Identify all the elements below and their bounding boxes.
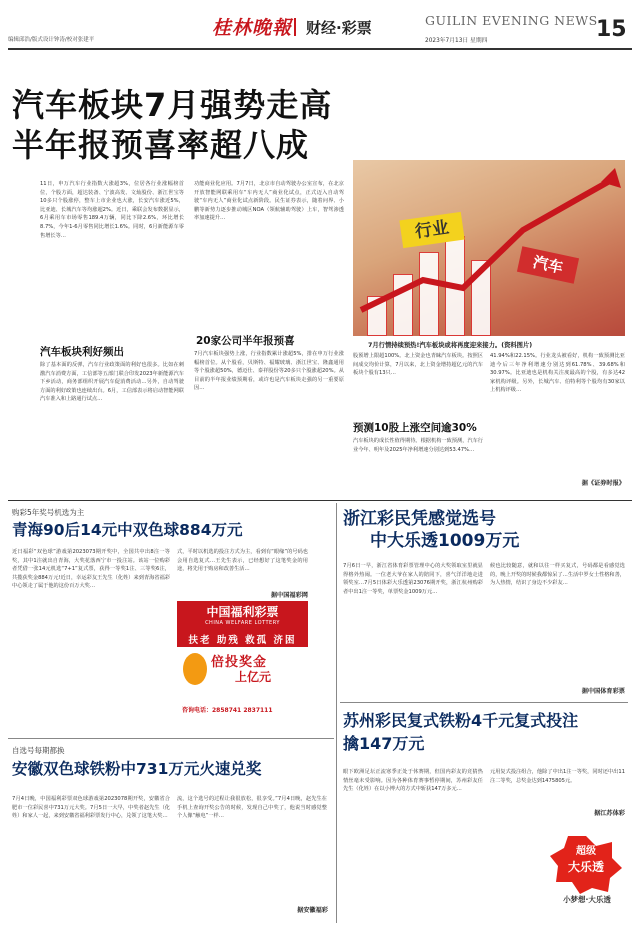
story1-col1: 近日福彩“双色球”游戏第2023073期开奖中，全国共中出8注一等奖，其中1注就出自青海，大奖花落西宁市一投注站。该站一位购彩者凭借一张14元机选“7+1”复式票，获得一等奖1注、三等奖6注，共揽获奖金884万元!近日，幸运彩友王先生（化姓）来到青海省福彩中心领走了属于他的这份百万大奖… [12, 549, 170, 590]
article-col4: 41.94%和22.15%。行业龙头被看好，机构一致预测比亚迪今后三年净利增速分别达到61.78%、39.68%和30.97%。比亚迪也是机构关注度最高的个股，有多达42家机构评级。另外，长城汽车、伯特利等个股均有30家以上机构评级… [490, 353, 625, 394]
story4-headline-line1: 苏州彩民复式铁粉4千元复式投注 [343, 711, 579, 730]
welfare-lottery-ad [177, 601, 308, 721]
super-lotto-badge [548, 834, 624, 904]
ad-promo-line1: 倍投奖金 [211, 655, 268, 670]
story4-col1: 眼下欧洲足坛正流寒季正处于休赛期，但国内彩友的竞猜热情丝毫未受影响。因为各种体育赛事暂停期间，苏州彩友任先生（化姓）在以小博大的方式中斩获147万多元… [343, 769, 483, 793]
newspaper-logo: 桂林晚報 [212, 17, 293, 39]
photo-sign-industry: 行业 [399, 212, 464, 248]
page-number: 15 [596, 17, 627, 42]
photo-caption: 7月行情持续预热!汽车板块或将再度迎来接力。(资料图片) [368, 342, 533, 349]
article-col2: 功能商业化应用。7月7日，北京市自动驾驶办公室宣布，在北京开放智能网联乘用车“车内无人”商业化试点，正式迈入自动驾驶“车内无人”商业化试点新阶段。民生证券表示，随着问界、小鹏等新势力逐步推动城区NOA（领航辅助驾驶）上车，智驾渗透率加速提升… [194, 181, 344, 222]
story2-headline: 安徽双色球铁粉中731万元火速兑奖 [12, 760, 262, 778]
issue-date: 2023年7月13日 星期四 [425, 38, 488, 44]
column-divider [336, 503, 337, 923]
story-divider [340, 702, 628, 703]
subhead-20-companies: 20家公司半年报预喜 [196, 335, 295, 347]
headline-line2: 半年报预喜率超八成 [12, 126, 310, 164]
badge-tagline: 小梦想·大乐透 [563, 895, 611, 904]
story4-byline: 据江苏体彩 [594, 810, 625, 817]
story3-col1: 7月6日一早，浙江省体育彩票管理中心的大奖领取室里就显得格外热闹。一位老大爷在家人的陪同下，喜气洋洋地走进领奖室…7月5日体彩大乐透第23076期开奖，浙江杭州购彩者中出1注一等奖，单票奖金1009万元… [343, 563, 483, 595]
story3-headline-line1: 浙江彩民凭感觉选号 [343, 509, 496, 529]
story4-headline-line2: 擒147万元 [343, 734, 425, 753]
story2-kicker: 自选号每期都换 [12, 746, 65, 755]
car-industry-photo [353, 160, 625, 336]
ad-subtitle: CHINA WELFARE LOTTERY [205, 620, 280, 626]
badge-line1: 超级 [576, 846, 596, 857]
story2-byline: 据安徽福彩 [297, 907, 328, 914]
story2-col1: 7月4日晚，中国福利彩票双色球游戏第2023078期开奖，安徽省合肥市一位彩民喜中731万元大奖。7月5日一大早，中奖者赵先生（化姓）和家人一起，来到安徽省福利彩票发行中心，兑领了这笔大奖… [12, 796, 170, 820]
badge-line2: 大乐透 [567, 860, 604, 874]
article-col3b: 汽车板块的成长性值得期待。根据机构一致预测，汽车行业今年、明年及2025年净利增速分别达到53.47%… [353, 438, 483, 453]
story2-col2: 流，这个选号的过程让我很放松，很享受。”7月4日晚，赵先生在手机上查询开奖公告的时候，发现自己中奖了，他说当时感觉整个人像“触电”一样… [177, 796, 327, 820]
story-divider [8, 738, 334, 739]
story1-kicker: 购彩5年奖号机选为主 [12, 508, 85, 517]
story1-headline: 青海90后14元中双色球884万元 [12, 521, 243, 539]
editor-credits: 编辑邱浩/版式设计钟涛/校对张建平 [8, 37, 95, 43]
headline-line1: 汽车板块7月强势走高 [12, 86, 333, 124]
story4-col2: 元用复式投注组合，他除了中出1注一等奖，同时还中出11注二等奖，总奖金达到1475805元。 [490, 769, 625, 784]
story1-col2: 式，平时以机选的投注方式为主，看到有“眼缘”的号码也会用自选复式…王先生表示，已经想好了这笔奖金的用途，将先用于购房和改善生活… [177, 549, 308, 573]
header-divider [294, 18, 296, 36]
article-col1b: 除了基本面的反弹，汽车行业政策面的利好也很多。比如在刺激汽车消费方面，工信部等五部门联合印发2023年新能源汽车下乡活动，商务部组织开展汽车促消费活动…另外，自动驾驶方面的利好政策也连续出台。6月，工信部表示将启动智能网联汽车准入和上路通行试点… [40, 362, 184, 403]
article-col2b: 7月汽车板块强势上涨，行业指数累计涨超5%，排在申万行业涨幅榜首位。从个股看，贝斯特、福耀玻璃、浙江世宝、隆鑫通用等个股涨超50%，德迈仕、泰祥股份等20多只个股涨超20%。从目前的半年报业绩预期看，或许也是汽车板块走强的另一重要原因… [194, 351, 344, 392]
ad-title: 中国福利彩票 [206, 605, 279, 619]
article-col3: 股预增上限超100%。北上资金也青睐汽车板块。按照区间成交均价计算，7月以来，北上资金增持超亿元的汽车板块个股有13只… [353, 353, 483, 377]
ad-promo-line2: 上亿元 [235, 670, 272, 684]
section-title: 财经·彩票 [306, 19, 372, 37]
subhead-forecast: 预测10股上涨空间逾30% [353, 422, 477, 434]
story1-byline: 据中国福彩网 [270, 592, 308, 599]
photo-sign-car: 汽车 [517, 246, 579, 283]
section-divider [8, 500, 632, 501]
header-rule [8, 48, 632, 50]
article-col1: 11日，申万汽车行业指数大涨超3%，位居各行业涨幅榜首位，个股方面，超达装备、宁波高发、文灿股份、浙江世宝等10多只个股涨停，整车上市企业也大涨，长安汽车涨近5%，比亚迪、长城汽车等均涨超2%。近日，乘联会发布数据显示，6月乘用车市场零售189.4万辆，同比下降2.6%，环比增长8.7%，今年1-6月零售同比增长1.6%。同时，6月新能源车零售增长等… [40, 181, 184, 239]
subhead-good-news: 汽车板块利好频出 [40, 346, 124, 358]
lottery-logo-icon [183, 653, 207, 685]
ad-phone: 咨询电话：2858741 2837111 [182, 707, 273, 714]
trend-arrow-icon [353, 160, 625, 336]
story3-headline-line2: 中大乐透1009万元 [370, 531, 520, 551]
story3-byline: 据中国体育彩票 [581, 688, 625, 695]
ad-banner [177, 601, 308, 629]
english-masthead: GUILIN EVENING NEWS [425, 13, 598, 28]
article-source: 据《证券时报》 [581, 480, 625, 487]
ad-slogan: 扶老 助残 救孤 济困 [188, 635, 297, 646]
story3-col2: 候也比较随意，就和以往一样买复式，号码都是看感觉选的，晚上开奖的时候我都惊呆了…生活中罗女士性格和善，为人热情，结识了身边不少彩友… [490, 563, 625, 587]
